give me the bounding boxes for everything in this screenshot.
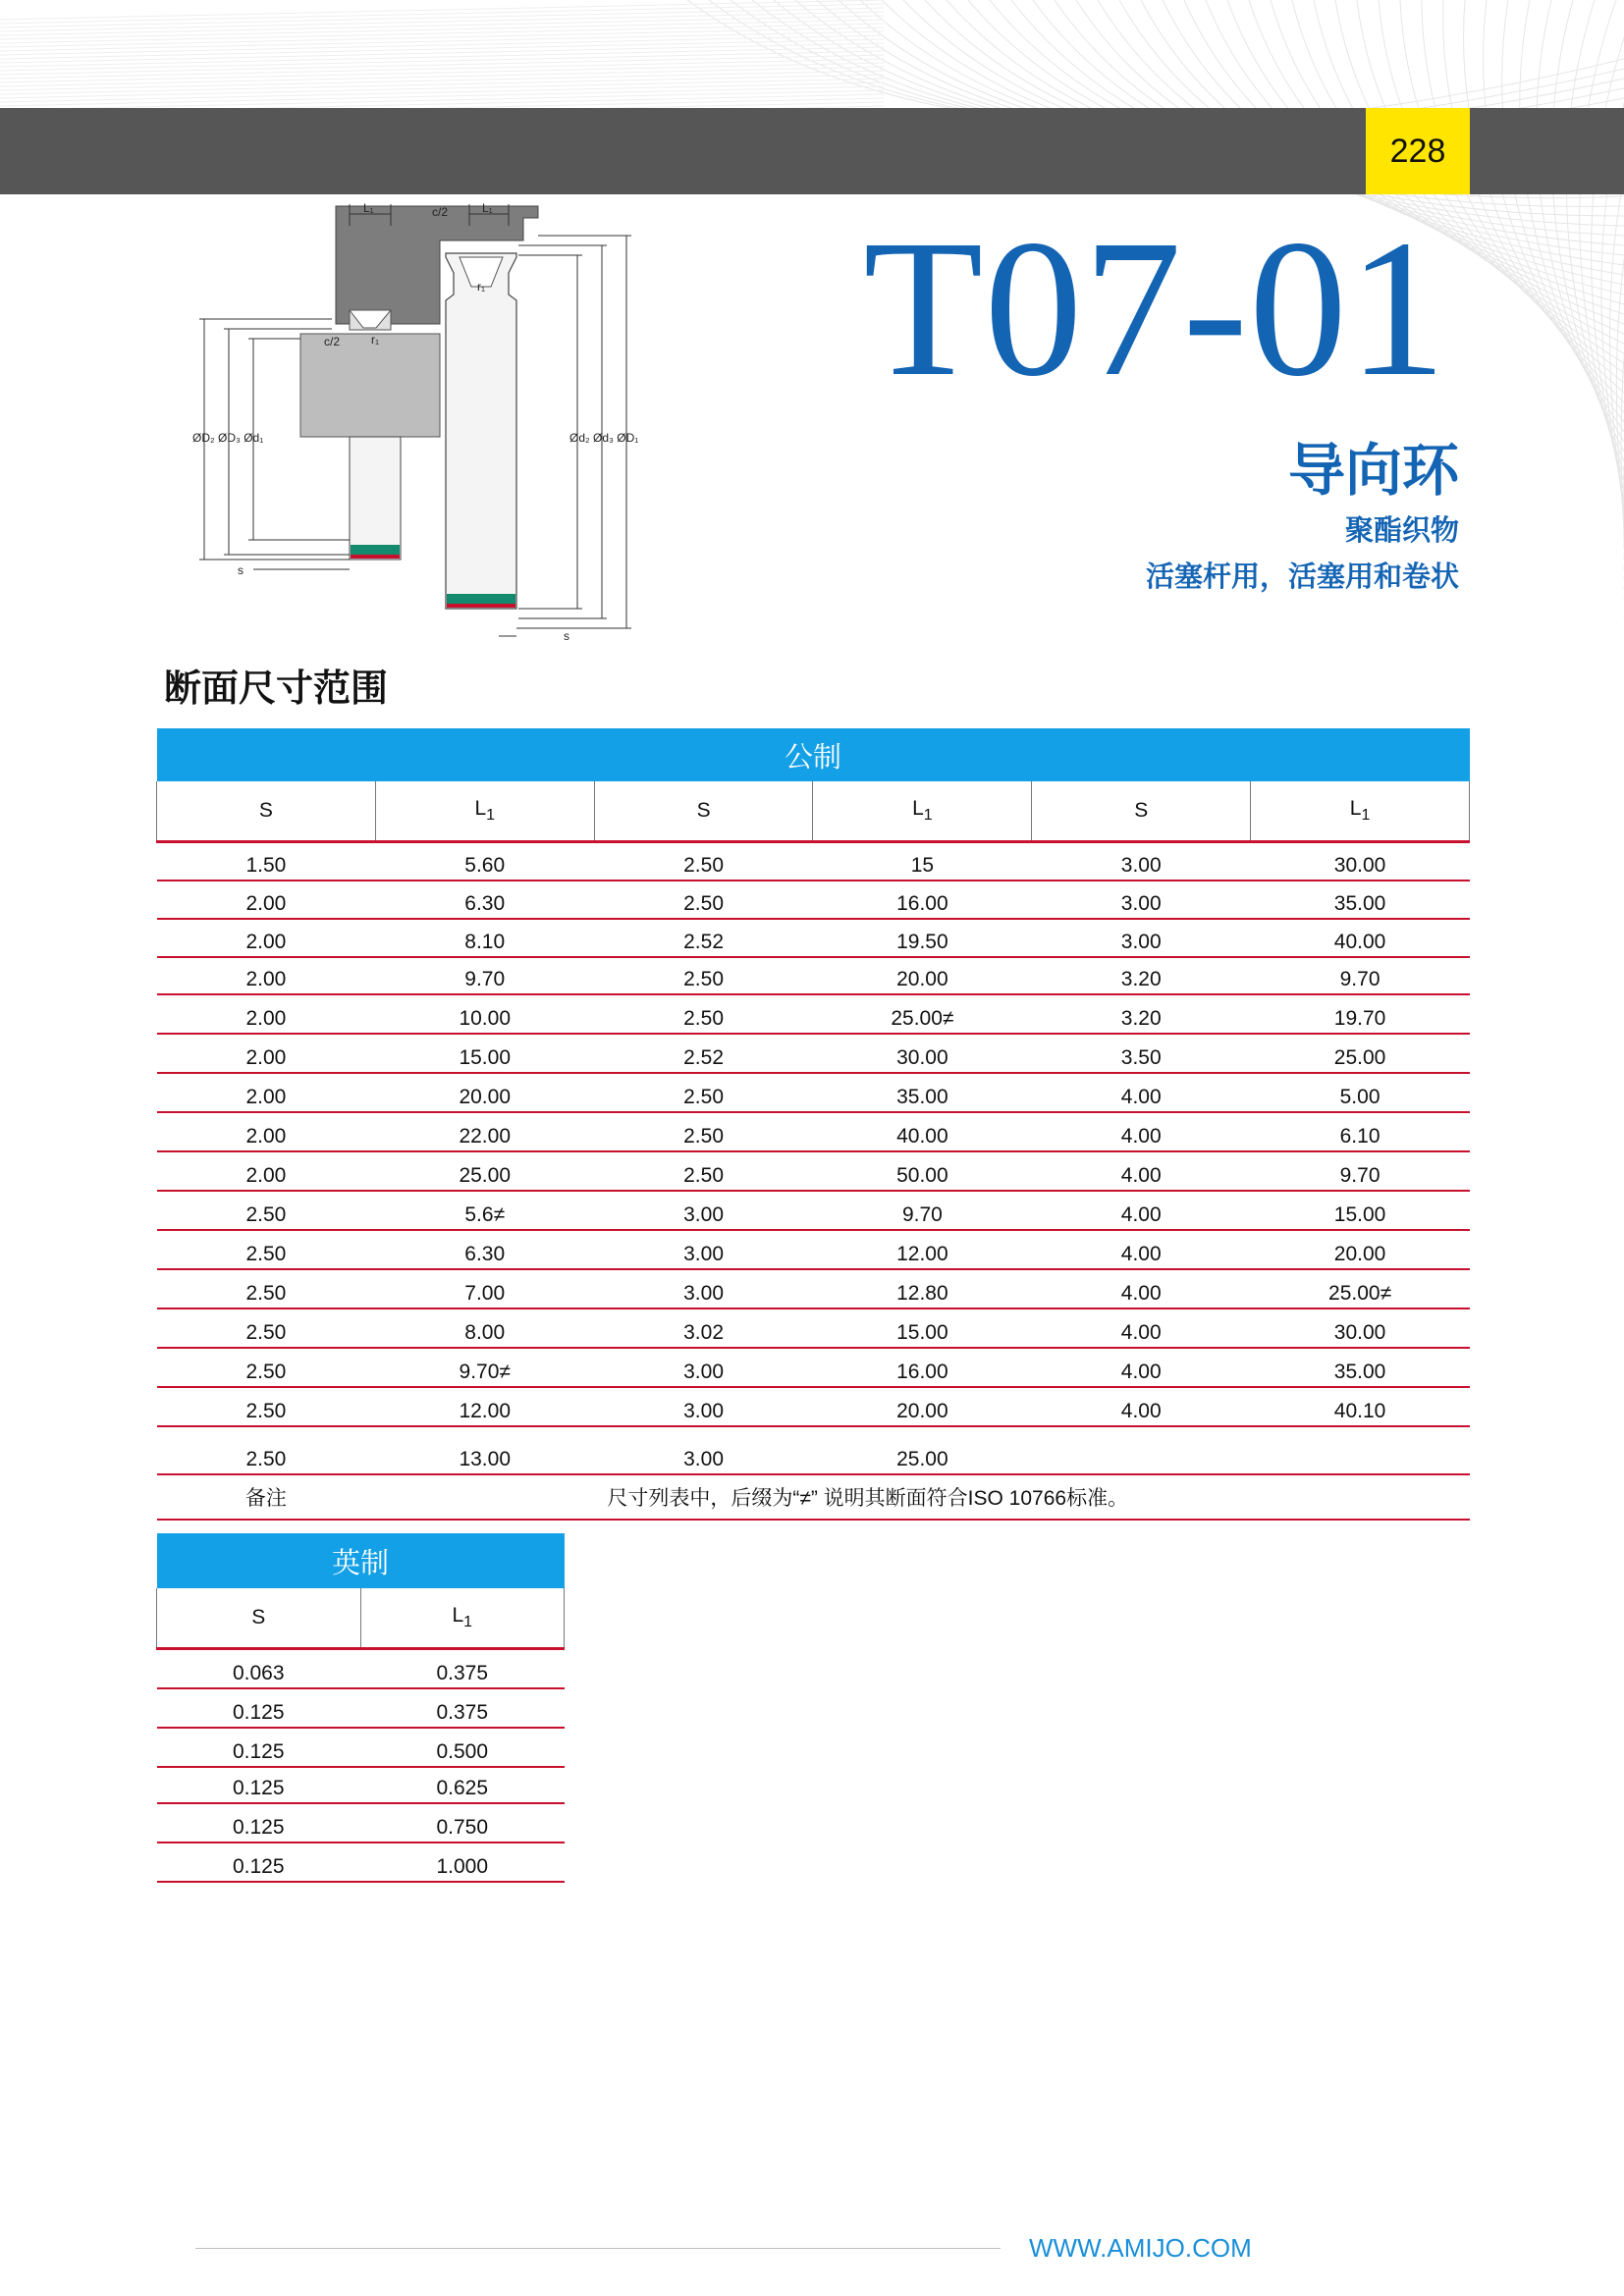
table-row (157, 1688, 565, 1728)
left-diameter-labels: ØD₂ ØD₃ Ød₁ (192, 431, 264, 445)
background-line (0, 67, 884, 86)
table-cell: 3.00 (1032, 881, 1251, 919)
table-cell: 35.00 (813, 1073, 1032, 1112)
left-seal-red (351, 555, 400, 559)
table-cell: 8.00 (375, 1308, 594, 1348)
table-cell (1251, 1426, 1470, 1474)
column-header: S (157, 1588, 361, 1649)
table-cell: 2.00 (157, 957, 376, 994)
table-cell: 0.500 (360, 1728, 565, 1767)
table-cell: 9.70≠ (375, 1348, 594, 1387)
footer-website: WWW.AMIJO.COM (1029, 2233, 1252, 2263)
background-line (0, 63, 884, 82)
table-cell: 5.60 (375, 842, 594, 881)
c-half-label-top: c/2 (432, 205, 449, 219)
product-code-title: T07-01 (863, 200, 1447, 417)
table-cell: 3.00 (594, 1191, 813, 1230)
table-cell: 25.00≠ (1251, 1269, 1470, 1308)
table-cell: 12.00 (813, 1230, 1032, 1269)
background-line (1616, 0, 1624, 520)
table-cell: 0.063 (157, 1649, 361, 1689)
metric-table (156, 728, 1470, 1521)
background-line (0, 55, 884, 75)
background-line (1601, 0, 1624, 501)
table-cell: 9.70 (375, 957, 594, 994)
table-cell: 25.00 (813, 1426, 1032, 1474)
table-cell: 4.00 (1032, 1191, 1251, 1230)
table-row (157, 1426, 1470, 1474)
column-header: $L_1$ (1251, 781, 1470, 842)
table-cell: 7.00 (375, 1269, 594, 1308)
table-cell: 15.00 (813, 1308, 1032, 1348)
metric-rows (157, 842, 1470, 1521)
table-row (157, 1649, 565, 1689)
table-cell: 35.00 (1251, 1348, 1470, 1387)
table-cell: 6.10 (1251, 1112, 1470, 1151)
rod-housing (300, 334, 440, 437)
right-seal-red (447, 604, 515, 608)
table-cell: 25.00 (375, 1151, 594, 1191)
table-cell: 0.125 (157, 1803, 361, 1842)
table-cell: 2.00 (157, 1073, 376, 1112)
imperial-band-header: 英制 (157, 1533, 565, 1588)
table-cell: 20.00 (813, 1387, 1032, 1426)
table-cell: 4.00 (1032, 1151, 1251, 1191)
table-cell: 15.00 (375, 1034, 594, 1073)
table-cell: 9.70 (1251, 957, 1470, 994)
table-cell: 3.20 (1032, 994, 1251, 1034)
background-line (0, 90, 884, 110)
table-cell: 0.375 (360, 1688, 565, 1728)
background-line (0, 71, 884, 90)
table-cell: 0.125 (157, 1842, 361, 1882)
table-cell: 0.750 (360, 1803, 565, 1842)
table-cell: 2.00 (157, 919, 376, 957)
background-line (0, 82, 884, 102)
table-cell: 30.00 (1251, 1308, 1470, 1348)
background-line (0, 4, 884, 24)
column-header: $L_1$ (360, 1588, 565, 1649)
table-cell: 3.00 (594, 1348, 813, 1387)
table-cell: 2.50 (594, 994, 813, 1034)
table-cell: 2.50 (594, 1151, 813, 1191)
left-rod (350, 437, 401, 560)
table-cell: 19.50 (813, 919, 1032, 957)
l1-label-right: L₁ (482, 201, 493, 215)
table-row (157, 1073, 1470, 1112)
table-cell: 0.125 (157, 1688, 361, 1728)
table-row (157, 1112, 1470, 1151)
column-header: S (157, 781, 376, 842)
table-cell: 16.00 (813, 881, 1032, 919)
table-cell: 4.00 (1032, 1073, 1251, 1112)
table-cell: 4.00 (1032, 1387, 1251, 1426)
table-row (157, 1151, 1470, 1191)
table-cell: 3.00 (1032, 842, 1251, 881)
table-cell: 25.00 (1251, 1034, 1470, 1073)
background-line (0, 8, 884, 27)
table-cell: 2.50 (594, 1073, 813, 1112)
table-cell: 3.00 (594, 1269, 813, 1308)
note-label: 备注 (157, 1474, 376, 1520)
table-row (157, 1034, 1470, 1073)
table-cell: 2.00 (157, 1151, 376, 1191)
table-row (157, 1308, 1470, 1348)
table-cell: 20.00 (813, 957, 1032, 994)
column-header: S (594, 781, 813, 842)
table-cell: 19.70 (1251, 994, 1470, 1034)
imperial-column-headers (157, 1588, 565, 1649)
section-heading: 断面尺寸范围 (164, 668, 389, 710)
table-cell: 1.000 (360, 1842, 565, 1882)
table-cell: 35.00 (1251, 881, 1470, 919)
table-cell: 4.00 (1032, 1230, 1251, 1269)
s-label-right: s (564, 629, 569, 643)
table-cell: 4.00 (1032, 1269, 1251, 1308)
r1-label-right: r₁ (477, 280, 486, 294)
table-row (157, 1191, 1470, 1230)
metric-column-headers (157, 781, 1470, 842)
r1-label-left: r₁ (371, 333, 380, 347)
background-line (0, 16, 884, 35)
table-cell: 2.50 (594, 1112, 813, 1151)
column-header: $L_1$ (813, 781, 1032, 842)
note-row (157, 1474, 1470, 1520)
table-cell: 2.50 (594, 881, 813, 919)
table-cell: 2.50 (157, 1387, 376, 1426)
table-cell: 40.00 (813, 1112, 1032, 1151)
table-cell: 2.00 (157, 881, 376, 919)
table-cell: 2.00 (157, 994, 376, 1034)
table-cell: 2.50 (157, 1308, 376, 1348)
table-cell: 2.50 (157, 1230, 376, 1269)
table-cell: 5.00 (1251, 1073, 1470, 1112)
table-cell: 40.10 (1251, 1387, 1470, 1426)
table-cell: 0.125 (157, 1767, 361, 1803)
background-line (0, 79, 884, 98)
table-cell: 40.00 (1251, 919, 1470, 957)
table-cell: 3.20 (1032, 957, 1251, 994)
table-cell: 4.00 (1032, 1348, 1251, 1387)
table-cell: 20.00 (1251, 1230, 1470, 1269)
table-cell: 3.50 (1032, 1034, 1251, 1073)
table-cell: 3.00 (1032, 919, 1251, 957)
table-cell: 0.375 (360, 1649, 565, 1689)
table-cell: 10.00 (375, 994, 594, 1034)
background-line (0, 27, 884, 47)
table-row (157, 881, 1470, 919)
table-cell: 2.50 (157, 1426, 376, 1474)
table-row (157, 842, 1470, 881)
table-cell: 13.00 (375, 1426, 594, 1474)
table-cell: 25.00≠ (813, 994, 1032, 1034)
table-cell: 0.125 (157, 1728, 361, 1767)
table-cell: 12.00 (375, 1387, 594, 1426)
background-line (0, 0, 884, 20)
background-line (0, 51, 884, 71)
table-cell: 4.00 (1032, 1112, 1251, 1151)
table-cell: 2.52 (594, 1034, 813, 1073)
table-cell: 2.50 (157, 1269, 376, 1308)
table-cell: 2.50 (157, 1191, 376, 1230)
table-row (157, 957, 1470, 994)
table-cell: 2.52 (594, 919, 813, 957)
table-cell: 2.50 (594, 957, 813, 994)
right-seal-green (447, 594, 515, 604)
table-cell: 9.70 (1251, 1151, 1470, 1191)
c-half-label-left: c/2 (324, 335, 341, 348)
table-cell: 4.00 (1032, 1308, 1251, 1348)
table-cell: 3.00 (594, 1387, 813, 1426)
table-cell: 9.70 (813, 1191, 1032, 1230)
table-row (157, 1842, 565, 1882)
imperial-table (156, 1533, 565, 1883)
table-cell: 2.50 (594, 842, 813, 881)
column-header: $L_1$ (375, 781, 594, 842)
table-cell: 12.80 (813, 1269, 1032, 1308)
table-row (157, 1767, 565, 1803)
background-line (0, 43, 884, 63)
material-text: 聚酯织物 (1344, 515, 1459, 547)
l1-label-left: L₁ (363, 201, 374, 215)
table-cell: 2.00 (157, 1034, 376, 1073)
table-cell: 16.00 (813, 1348, 1032, 1387)
table-cell: 5.6≠ (375, 1191, 594, 1230)
table-row (157, 919, 1470, 957)
metric-band-header: 公制 (157, 728, 1470, 781)
table-cell: 1.50 (157, 842, 376, 881)
table-cell: 2.00 (157, 1112, 376, 1151)
table-cell: 30.00 (813, 1034, 1032, 1073)
background-line (0, 47, 884, 67)
table-cell: 20.00 (375, 1073, 594, 1112)
table-cell (1032, 1426, 1251, 1474)
right-diameter-labels: Ød₂ Ød₃ ØD₁ (569, 431, 639, 445)
table-row (157, 994, 1470, 1034)
table-cell: 15 (813, 842, 1032, 881)
table-cell: 30.00 (1251, 842, 1470, 881)
table-cell: 8.10 (375, 919, 594, 957)
left-seal-green (351, 545, 400, 555)
table-row (157, 1728, 565, 1767)
background-line (0, 86, 884, 106)
table-cell: 6.30 (375, 1230, 594, 1269)
table-row (157, 1387, 1470, 1426)
cross-section-diagram (175, 196, 685, 648)
table-cell: 22.00 (375, 1112, 594, 1151)
product-subtitle: 导向环 (1287, 439, 1459, 503)
column-header: S (1032, 781, 1251, 842)
imperial-rows (157, 1649, 565, 1883)
table-cell: 3.02 (594, 1308, 813, 1348)
table-cell: 6.30 (375, 881, 594, 919)
s-label-left: s (238, 563, 244, 577)
table-cell: 3.00 (594, 1426, 813, 1474)
table-cell: 15.00 (1251, 1191, 1470, 1230)
background-line (0, 35, 884, 55)
table-cell: 0.625 (360, 1767, 565, 1803)
application-text: 活塞杆用，活塞用和卷状 (1145, 561, 1459, 593)
table-row (157, 1230, 1470, 1269)
table-cell: 50.00 (813, 1151, 1032, 1191)
background-line (0, 39, 884, 59)
background-line (0, 20, 884, 39)
footer-divider (195, 2248, 1001, 2249)
table-cell: 3.00 (594, 1230, 813, 1269)
page-number-badge: 228 (1366, 108, 1470, 194)
table-cell: 2.50 (157, 1348, 376, 1387)
background-line (0, 31, 884, 51)
table-row (157, 1348, 1470, 1387)
background-line (0, 59, 884, 79)
note-text: 尺寸列表中，后缀为“≠” 说明其断面符合ISO 10766标准。 (375, 1474, 1469, 1520)
table-row (157, 1803, 565, 1842)
table-row (157, 1269, 1470, 1308)
right-guide-ring (446, 253, 516, 609)
background-line (0, 75, 884, 94)
